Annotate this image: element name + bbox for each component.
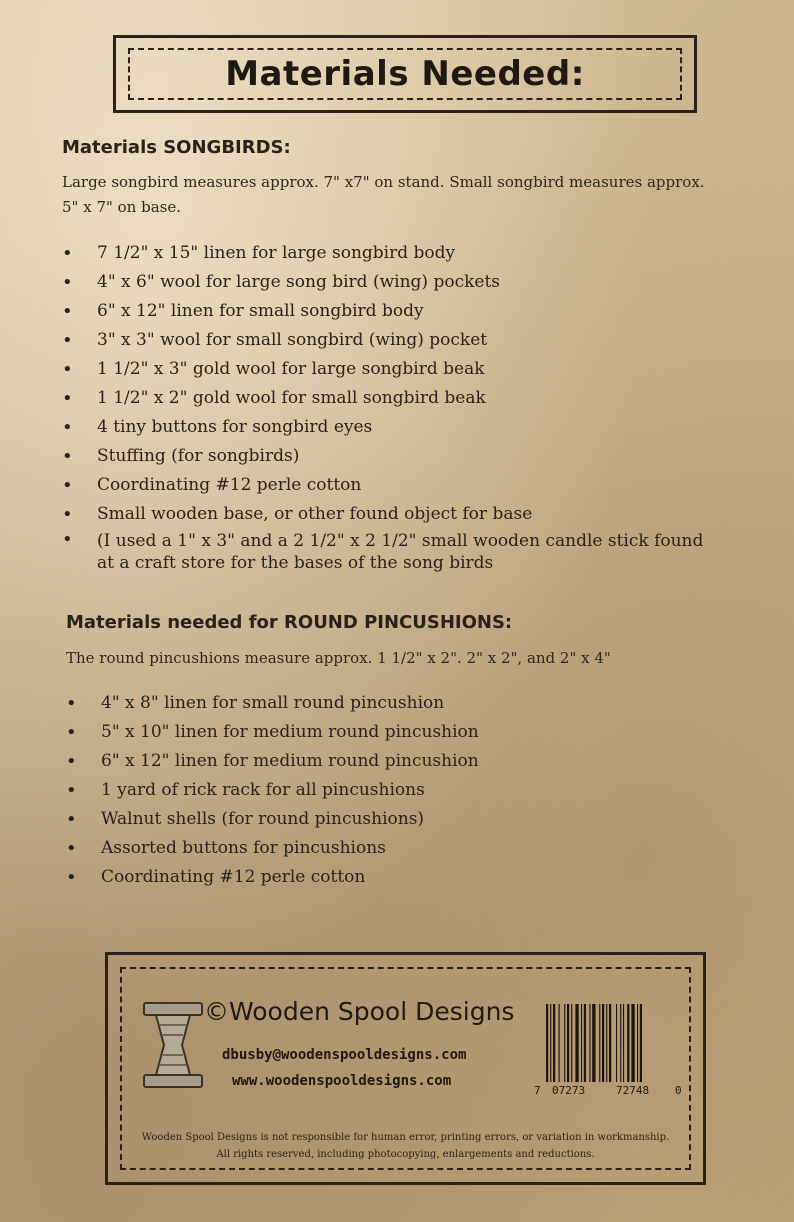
barcode-bar [627, 1004, 629, 1082]
pincushions-heading: Materials needed for ROUND PINCUSHIONS: [66, 612, 513, 633]
list-item: • Small wooden base, or other found object for base [62, 500, 722, 529]
barcode-digit-last: 0 [675, 1084, 682, 1097]
songbirds-description: Large songbird measures approx. 7" x7" on stand. Small songbird measures approx. 5" x 7" on base. [62, 173, 705, 216]
barcode-bar [564, 1004, 565, 1082]
barcode-bar [567, 1004, 569, 1082]
disclaimer-text: Wooden Spool Designs is not responsible for human error, printing errors, or variation in workmanship. All rights reserved, including photocopying, enlargements and reductions. [141, 1132, 670, 1160]
barcode-digit-first: 7 [534, 1084, 541, 1097]
title-dashed-border [128, 48, 682, 100]
barcode-group-right: 72748 [616, 1084, 650, 1097]
list-item: • Assorted buttons for pincushions [66, 834, 716, 863]
barcode-bar [620, 1004, 621, 1082]
page-title: Materials Needed: [225, 54, 585, 94]
pincushions-materials-list [66, 689, 716, 892]
list-item: • 4" x 8" linen for small round pincushion [66, 689, 716, 718]
pincushions-description: The round pincushions measure approx. 1 1/2" x 2". 2" x 2", and 2" x 4" [66, 649, 611, 667]
list-item: • Stuffing (for songbirds) [62, 442, 722, 471]
barcode-bar [559, 1004, 560, 1082]
contact-email[interactable]: dbusby@woodenspooldesigns.com [222, 1047, 467, 1063]
barcode-bar [640, 1004, 642, 1082]
website-link[interactable]: www.woodenspooldesigns.com [232, 1073, 452, 1089]
list-item: • Walnut shells (for round pincushions) [66, 805, 716, 834]
barcode-bar [589, 1004, 590, 1082]
barcode-bar [553, 1004, 555, 1082]
barcode-bars [546, 1004, 670, 1082]
barcode-bar [581, 1004, 582, 1082]
list-item: • (I used a 1" x 3" and a 2 1/2" x 2 1/2" small wooden candle stick found at a craft store for the bases of the song birds [62, 529, 722, 574]
barcode-bar [592, 1004, 595, 1082]
spool-icon [142, 1001, 204, 1089]
footer-box [105, 952, 706, 1185]
list-item: • Coordinating #12 perle cotton [66, 863, 716, 892]
barcode-bar [609, 1004, 611, 1082]
title-box [113, 35, 697, 113]
list-item: • 7 1/2" x 15" linen for large songbird body [62, 239, 722, 268]
list-item: • 1 yard of rick rack for all pincushions [66, 776, 716, 805]
list-item: • 5" x 10" linen for medium round pincushion [66, 718, 716, 747]
songbirds-heading: Materials SONGBIRDS: [62, 137, 291, 158]
barcode-bar [550, 1004, 551, 1082]
barcode-bar [602, 1004, 604, 1082]
barcode-bar [631, 1004, 634, 1082]
barcode-bar [616, 1004, 617, 1082]
barcode-bar [599, 1004, 600, 1082]
songbirds-materials-list [62, 239, 722, 574]
barcode-bar [606, 1004, 607, 1082]
barcode-group-left: 07273 [552, 1084, 586, 1097]
barcode-bar [546, 1004, 548, 1082]
barcode-bar [623, 1004, 624, 1082]
list-item: • 6" x 12" linen for medium round pincushion [66, 747, 716, 776]
barcode-bar [584, 1004, 586, 1082]
company-name: ©Wooden Spool Designs [204, 997, 515, 1026]
footer-dashed-border [120, 967, 691, 1170]
list-item: • 1 1/2" x 2" gold wool for small songbird beak [62, 384, 722, 413]
list-item: • 4 tiny buttons for songbird eyes [62, 413, 722, 442]
list-item: • 4" x 6" wool for large song bird (wing) pockets [62, 268, 722, 297]
list-item: • 6" x 12" linen for small songbird body [62, 297, 722, 326]
barcode-bar [575, 1004, 578, 1082]
barcode [534, 1004, 684, 1100]
barcode-bar [637, 1004, 638, 1082]
barcode-bar [571, 1004, 572, 1082]
list-item: • 3" x 3" wool for small songbird (wing) pocket [62, 326, 722, 355]
list-item: • Coordinating #12 perle cotton [62, 471, 722, 500]
list-item: • 1 1/2" x 3" gold wool for large songbird beak [62, 355, 722, 384]
